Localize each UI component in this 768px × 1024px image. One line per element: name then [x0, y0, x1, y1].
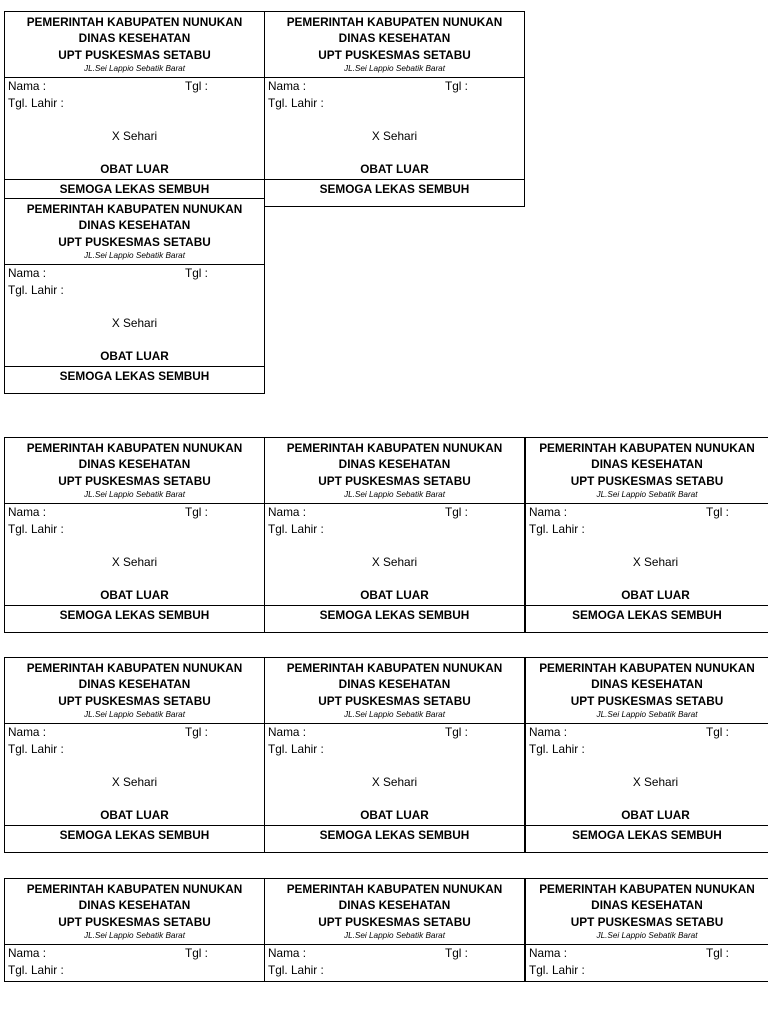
date-label: Tgl :	[706, 725, 729, 739]
medicine-label	[264, 11, 525, 207]
label-body	[265, 504, 524, 606]
government-name: PEMERINTAH KABUPATEN NUNUKAN	[286, 15, 503, 29]
government-name: PEMERINTAH KABUPATEN NUNUKAN	[539, 661, 755, 675]
label-header	[5, 199, 264, 265]
birthdate-label: Tgl. Lahir :	[268, 963, 324, 977]
clinic-address: JL.Sei Lappio Sebatik Barat	[83, 64, 186, 74]
birthdate-label: Tgl. Lahir :	[529, 522, 585, 536]
medicine-type: OBAT LUAR	[621, 808, 690, 822]
medicine-type: OBAT LUAR	[100, 588, 169, 602]
name-label: Nama :	[529, 946, 568, 960]
clinic-address: JL.Sei Lappio Sebatik Barat	[596, 490, 698, 500]
birthdate-label: Tgl. Lahir :	[8, 742, 64, 756]
dosage-text: X Sehari	[632, 775, 679, 789]
government-name: PEMERINTAH KABUPATEN NUNUKAN	[286, 882, 503, 896]
label-header	[5, 438, 264, 504]
clinic-name: UPT PUSKESMAS SETABU	[58, 47, 211, 62]
medicine-label	[4, 878, 265, 982]
label-body	[5, 78, 264, 180]
label-body	[526, 724, 768, 826]
date-label: Tgl :	[185, 266, 208, 280]
label-header	[5, 12, 264, 78]
name-label: Nama :	[8, 725, 47, 739]
label-header	[265, 12, 524, 78]
date-label: Tgl :	[185, 79, 208, 93]
government-name: PEMERINTAH KABUPATEN NUNUKAN	[286, 661, 503, 675]
clinic-name: UPT PUSKESMAS SETABU	[58, 914, 211, 929]
date-label: Tgl :	[185, 946, 208, 960]
date-label: Tgl :	[185, 725, 208, 739]
medicine-type: OBAT LUAR	[360, 588, 429, 602]
government-name: PEMERINTAH KABUPATEN NUNUKAN	[539, 441, 755, 455]
department-name: DINAS KESEHATAN	[78, 898, 191, 913]
medicine-type: OBAT LUAR	[100, 162, 169, 176]
clinic-name: UPT PUSKESMAS SETABU	[318, 914, 471, 929]
clinic-address: JL.Sei Lappio Sebatik Barat	[596, 931, 698, 941]
dosage-text: X Sehari	[632, 555, 679, 569]
medicine-label	[264, 437, 525, 633]
name-label: Nama :	[268, 946, 307, 960]
clinic-name: UPT PUSKESMAS SETABU	[570, 473, 724, 488]
medicine-type: OBAT LUAR	[100, 808, 169, 822]
birthdate-label: Tgl. Lahir :	[529, 742, 585, 756]
medicine-label	[4, 11, 265, 207]
dosage-text: X Sehari	[111, 316, 158, 330]
label-header	[526, 658, 768, 724]
clinic-name: UPT PUSKESMAS SETABU	[570, 914, 724, 929]
get-well-footer: SEMOGA LEKAS SEMBUH	[319, 182, 470, 196]
medicine-label	[525, 878, 768, 982]
get-well-footer: SEMOGA LEKAS SEMBUH	[572, 828, 722, 842]
medicine-type: OBAT LUAR	[360, 162, 429, 176]
name-label: Nama :	[8, 266, 47, 280]
birthdate-label: Tgl. Lahir :	[8, 283, 64, 297]
clinic-address: JL.Sei Lappio Sebatik Barat	[343, 490, 446, 500]
department-name: DINAS KESEHATAN	[338, 457, 451, 472]
government-name: PEMERINTAH KABUPATEN NUNUKAN	[26, 882, 243, 896]
birthdate-label: Tgl. Lahir :	[268, 742, 324, 756]
clinic-name: UPT PUSKESMAS SETABU	[58, 473, 211, 488]
department-name: DINAS KESEHATAN	[338, 31, 451, 46]
name-label: Nama :	[529, 505, 568, 519]
dosage-text: X Sehari	[371, 555, 418, 569]
date-label: Tgl :	[445, 946, 468, 960]
name-label: Nama :	[268, 505, 307, 519]
clinic-address: JL.Sei Lappio Sebatik Barat	[83, 490, 186, 500]
name-label: Nama :	[8, 505, 47, 519]
government-name: PEMERINTAH KABUPATEN NUNUKAN	[286, 441, 503, 455]
medicine-label	[4, 198, 265, 394]
label-header	[265, 658, 524, 724]
department-name: DINAS KESEHATAN	[338, 898, 451, 913]
dosage-text: X Sehari	[111, 555, 158, 569]
date-label: Tgl :	[445, 79, 468, 93]
get-well-footer: SEMOGA LEKAS SEMBUH	[59, 182, 210, 196]
birthdate-label: Tgl. Lahir :	[8, 963, 64, 977]
label-body	[265, 945, 524, 995]
get-well-footer: SEMOGA LEKAS SEMBUH	[319, 828, 470, 842]
medicine-label	[525, 437, 768, 633]
label-header	[265, 438, 524, 504]
medicine-type: OBAT LUAR	[360, 808, 429, 822]
birthdate-label: Tgl. Lahir :	[8, 96, 64, 110]
medicine-label	[264, 878, 525, 982]
birthdate-label: Tgl. Lahir :	[8, 522, 64, 536]
get-well-footer: SEMOGA LEKAS SEMBUH	[59, 828, 210, 842]
get-well-footer: SEMOGA LEKAS SEMBUH	[59, 369, 210, 383]
medicine-label	[4, 657, 265, 853]
name-label: Nama :	[8, 79, 47, 93]
label-body	[526, 504, 768, 606]
medicine-label	[264, 657, 525, 853]
department-name: DINAS KESEHATAN	[338, 677, 451, 692]
clinic-name: UPT PUSKESMAS SETABU	[318, 47, 471, 62]
label-body	[265, 78, 524, 180]
label-header	[526, 438, 768, 504]
date-label: Tgl :	[706, 505, 729, 519]
clinic-address: JL.Sei Lappio Sebatik Barat	[83, 931, 186, 941]
clinic-address: JL.Sei Lappio Sebatik Barat	[343, 931, 446, 941]
clinic-address: JL.Sei Lappio Sebatik Barat	[343, 64, 446, 74]
department-name: DINAS KESEHATAN	[78, 218, 191, 233]
department-name: DINAS KESEHATAN	[591, 898, 703, 913]
date-label: Tgl :	[445, 725, 468, 739]
government-name: PEMERINTAH KABUPATEN NUNUKAN	[26, 441, 243, 455]
label-header	[526, 879, 768, 945]
name-label: Nama :	[8, 946, 47, 960]
medicine-label	[525, 657, 768, 853]
date-label: Tgl :	[185, 505, 208, 519]
birthdate-label: Tgl. Lahir :	[529, 963, 585, 977]
birthdate-label: Tgl. Lahir :	[268, 96, 324, 110]
dosage-text: X Sehari	[371, 775, 418, 789]
medicine-type: OBAT LUAR	[100, 349, 169, 363]
clinic-address: JL.Sei Lappio Sebatik Barat	[83, 710, 186, 720]
government-name: PEMERINTAH KABUPATEN NUNUKAN	[539, 882, 755, 896]
medicine-type: OBAT LUAR	[621, 588, 690, 602]
birthdate-label: Tgl. Lahir :	[268, 522, 324, 536]
get-well-footer: SEMOGA LEKAS SEMBUH	[572, 608, 722, 622]
get-well-footer: SEMOGA LEKAS SEMBUH	[319, 608, 470, 622]
government-name: PEMERINTAH KABUPATEN NUNUKAN	[26, 661, 243, 675]
department-name: DINAS KESEHATAN	[78, 677, 191, 692]
date-label: Tgl :	[445, 505, 468, 519]
clinic-name: UPT PUSKESMAS SETABU	[58, 693, 211, 708]
name-label: Nama :	[268, 725, 307, 739]
clinic-address: JL.Sei Lappio Sebatik Barat	[83, 251, 186, 261]
dosage-text: X Sehari	[111, 775, 158, 789]
department-name: DINAS KESEHATAN	[591, 457, 703, 472]
clinic-name: UPT PUSKESMAS SETABU	[58, 234, 211, 249]
government-name: PEMERINTAH KABUPATEN NUNUKAN	[26, 202, 243, 216]
label-header	[5, 658, 264, 724]
department-name: DINAS KESEHATAN	[78, 457, 191, 472]
clinic-name: UPT PUSKESMAS SETABU	[318, 473, 471, 488]
label-body	[526, 945, 768, 995]
government-name: PEMERINTAH KABUPATEN NUNUKAN	[26, 15, 243, 29]
get-well-footer: SEMOGA LEKAS SEMBUH	[59, 608, 210, 622]
clinic-name: UPT PUSKESMAS SETABU	[570, 693, 724, 708]
label-body	[5, 265, 264, 367]
clinic-name: UPT PUSKESMAS SETABU	[318, 693, 471, 708]
label-body	[5, 504, 264, 606]
medicine-label	[4, 437, 265, 633]
name-label: Nama :	[268, 79, 307, 93]
label-body	[5, 724, 264, 826]
clinic-address: JL.Sei Lappio Sebatik Barat	[343, 710, 446, 720]
department-name: DINAS KESEHATAN	[78, 31, 191, 46]
department-name: DINAS KESEHATAN	[591, 677, 703, 692]
label-header	[265, 879, 524, 945]
clinic-address: JL.Sei Lappio Sebatik Barat	[596, 710, 698, 720]
date-label: Tgl :	[706, 946, 729, 960]
label-body	[5, 945, 264, 995]
name-label: Nama :	[529, 725, 568, 739]
dosage-text: X Sehari	[111, 129, 158, 143]
label-body	[265, 724, 524, 826]
dosage-text: X Sehari	[371, 129, 418, 143]
label-header	[5, 879, 264, 945]
